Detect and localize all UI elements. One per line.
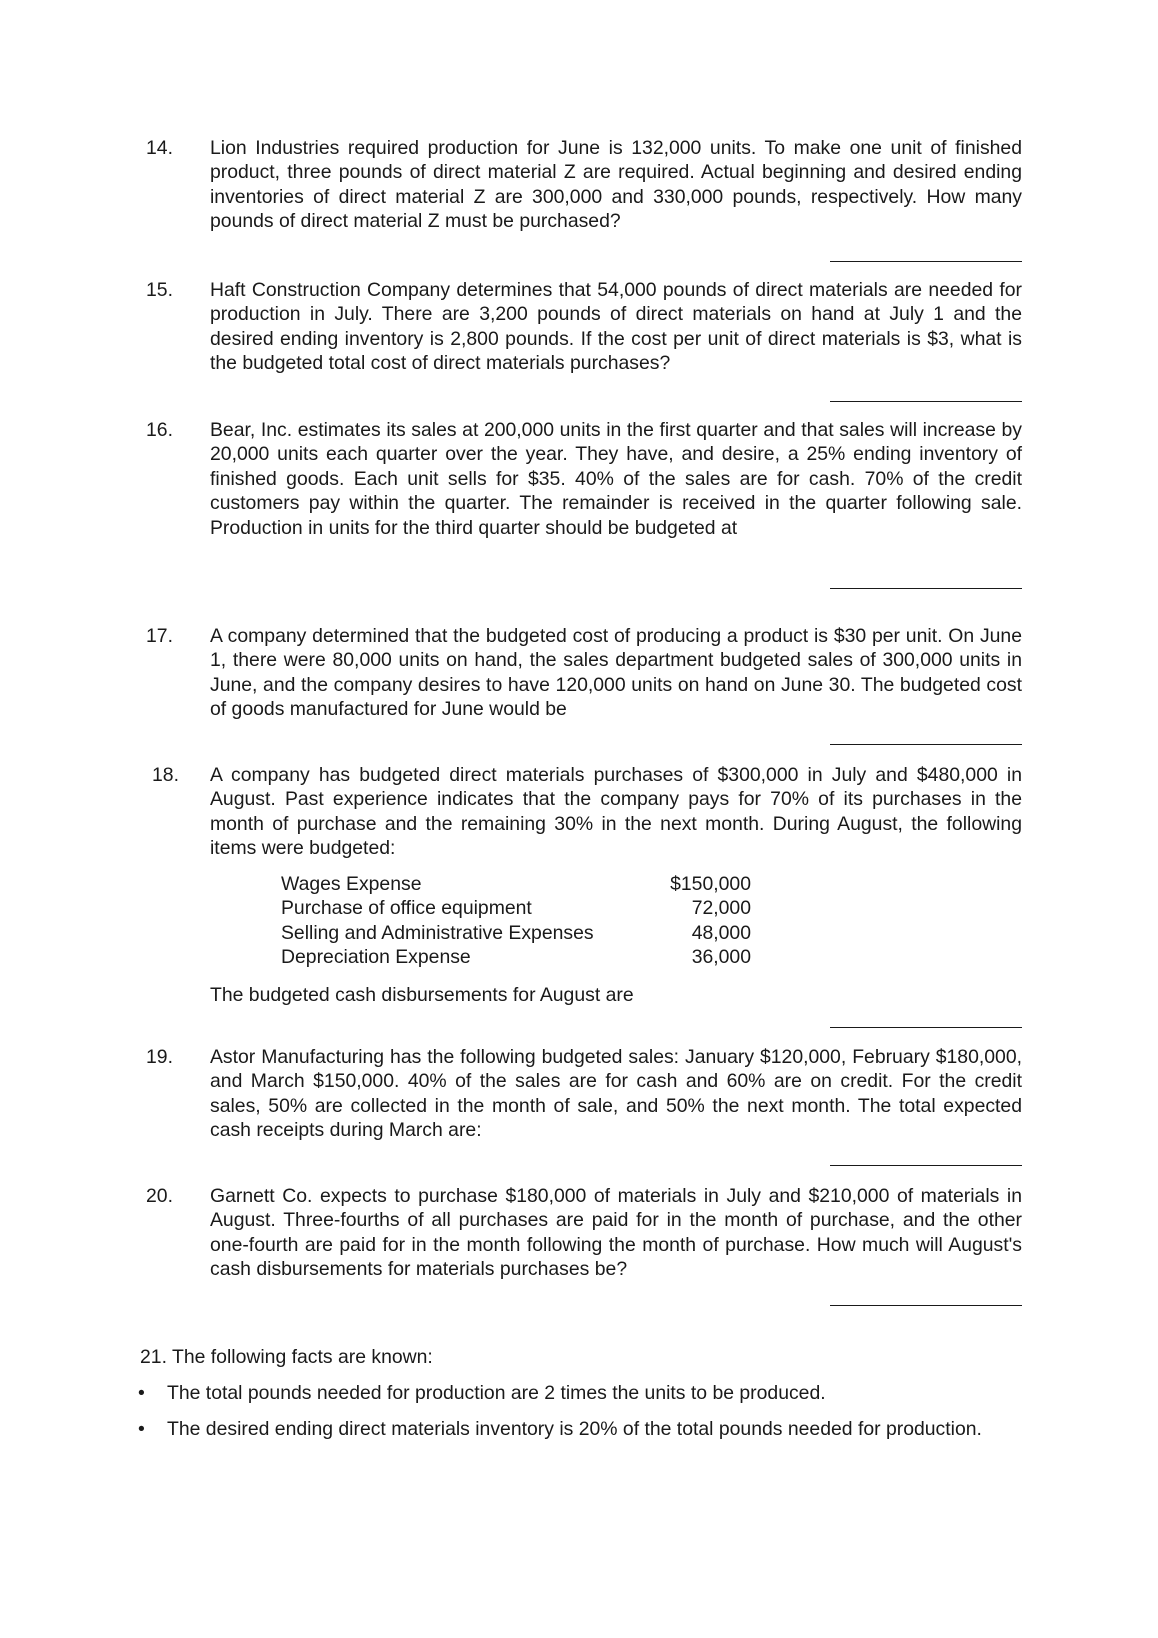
answer-blank-15[interactable] xyxy=(830,401,1022,402)
question-text: Astor Manufacturing has the following budgeted sales: January $120,000, February $180,000, and March $150,000. 40% of the sales are for cash and 60% are on credit. For the credit sales, 50% are collected in the month of sale, and 50% the next month. The total expected cash receipts during March are: xyxy=(210,1046,1022,1142)
budget-item-row xyxy=(281,921,751,945)
budget-item-label: Selling and Administrative Expenses xyxy=(281,921,594,944)
answer-blank-18[interactable] xyxy=(830,1027,1022,1028)
question-number: 16. xyxy=(146,419,173,441)
budget-item-label: Depreciation Expense xyxy=(281,946,471,969)
budget-items-table xyxy=(281,872,751,970)
budget-item-amount: 36,000 xyxy=(691,946,751,969)
question-text: Haft Construction Company determines that 54,000 pounds of direct materials are needed for production in July. There are 3,200 pounds of direct materials on hand at July 1 and the desired ending inventory is 2,800 pounds. If the cost per unit of direct materials is $3, what is the budgeted total cost of direct materials purchases? xyxy=(210,279,1022,375)
question-text: A company determined that the budgeted cost of producing a product is $30 per unit. On June 1, there were 80,000 units on hand, the sales department budgeted sales of 300,000 units in June, and the company desires to have 120,000 units on hand on June 30. The budgeted cost of goods manufactured for June would be xyxy=(210,625,1022,721)
budget-item-row xyxy=(281,945,751,969)
budget-item-row xyxy=(281,872,751,896)
question-number: 15. xyxy=(146,279,173,301)
fact-bullet-2: The desired ending direct materials inventory is 20% of the total pounds needed for production. xyxy=(167,1418,982,1440)
question-text: Lion Industries required production for June is 132,000 units. To make one unit of finished product, three pounds of direct material Z are required. Actual beginning and desired ending inventories of direct material Z are 300,000 and 330,000 pounds, respectively. How many pounds of direct material Z must be purchased? xyxy=(210,137,1022,233)
budget-item-amount: 72,000 xyxy=(691,897,751,920)
answer-blank-16[interactable] xyxy=(830,588,1022,589)
answer-blank-19[interactable] xyxy=(830,1165,1022,1166)
bullet-icon: • xyxy=(138,1418,145,1440)
budget-item-label: Purchase of office equipment xyxy=(281,897,532,920)
answer-blank-17[interactable] xyxy=(830,744,1022,745)
question-number: 14. xyxy=(146,137,173,159)
question-number: 17. xyxy=(146,625,173,647)
fact-bullet-1: The total pounds needed for production are 2 times the units to be produced. xyxy=(167,1382,826,1404)
question-number: 20. xyxy=(146,1185,173,1207)
question-21-intro: 21. The following facts are known: xyxy=(140,1346,433,1368)
bullet-icon: • xyxy=(138,1382,145,1404)
question-number: 18. xyxy=(152,764,179,786)
budget-item-amount: $150,000 xyxy=(670,873,751,895)
answer-blank-20[interactable] xyxy=(830,1305,1022,1306)
budget-item-label: Wages Expense xyxy=(281,873,422,895)
answer-blank-14[interactable] xyxy=(830,261,1022,262)
budget-item-amount: 48,000 xyxy=(691,921,751,944)
question-text: Garnett Co. expects to purchase $180,000 of materials in July and $210,000 of materials in August. Three-fourths of all purchases are paid for in the month of purchase, and the other one-fourth are paid for in the month following the month of purchase. How much will August's cash disbursements for materials purchases be? xyxy=(210,1185,1022,1281)
question-18-closing: The budgeted cash disbursements for August are xyxy=(210,984,634,1006)
question-number: 19. xyxy=(146,1046,173,1068)
budget-item-row xyxy=(281,896,751,920)
question-text: Bear, Inc. estimates its sales at 200,000 units in the first quarter and that sales will increase by 20,000 units each quarter over the year. They have, and desire, a 25% ending inventory of finished goods. Each unit sells for $35. 40% of the sales are for cash. 70% of the credit customers pay within the quarter. The remainder is received in the quarter following sale. Production in units for the third quarter should be budgeted at xyxy=(210,419,1022,539)
question-text: A company has budgeted direct materials purchases of $300,000 in July and $480,000 in August. Past experience indicates that the company pays for 70% of its purchases in the month of purchase and the remaining 30% in the next month. During August, the following items were budgeted: xyxy=(210,764,1022,860)
